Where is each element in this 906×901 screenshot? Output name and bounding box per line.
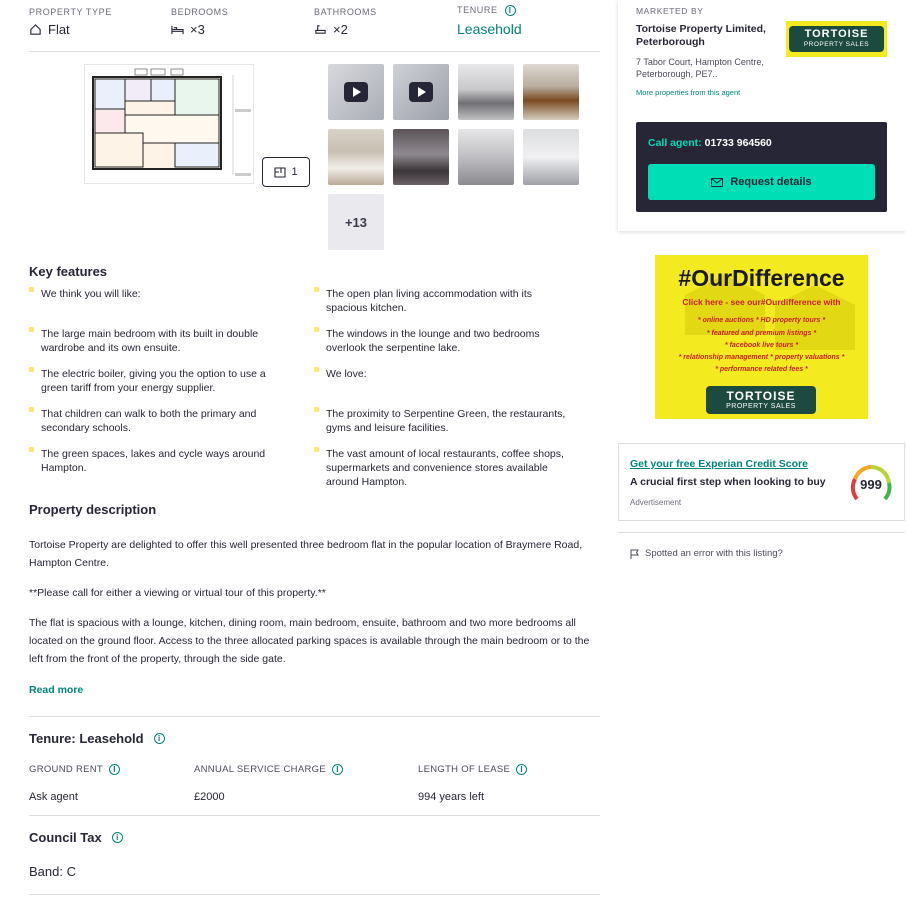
photo-thumbnail-kitchen-2[interactable]	[458, 129, 514, 185]
flag-icon	[630, 549, 639, 559]
report-error-link[interactable]	[630, 548, 783, 559]
floorplan-count: 1	[291, 166, 298, 178]
read-more-link[interactable]: Read more	[29, 684, 84, 696]
ad-line: * relationship management * property valuations *	[678, 354, 845, 361]
call-agent-label: Call agent:	[648, 137, 702, 149]
floorplan-icon	[274, 167, 286, 178]
logo-text: TORTOISE	[804, 28, 869, 40]
mail-icon	[711, 178, 723, 187]
agent-phone[interactable]: 01733 964560	[704, 137, 772, 149]
stat-bedrooms	[171, 7, 228, 37]
play-icon	[409, 82, 433, 102]
tenure-link[interactable]: Leasehold	[457, 21, 522, 38]
agent-logo[interactable]	[786, 21, 887, 57]
ad-headline: #OurDifference	[678, 265, 845, 291]
feature-item: The electric boiler, giving you the option to use a green tariff from your energy supplier.	[29, 367, 284, 395]
more-photos-count: +13	[344, 214, 368, 230]
request-details-label: Request details	[730, 176, 812, 188]
description-paragraph: The flat is spacious with a lounge, kitchen, dining room, main bedroom, ensuite, bathroom and two more bedrooms all located on the ground floor. Access to the three allocated parking spaces is available through the main bedroom or to the left from the front of the property, through the side gate.	[29, 617, 590, 665]
credit-score-ad[interactable]	[618, 443, 905, 521]
video-thumbnail[interactable]	[393, 64, 449, 120]
lease-length-label: LENGTH OF LEASE	[418, 764, 511, 775]
ground-rent-label: GROUND RENT	[29, 764, 104, 775]
stat-bathrooms	[314, 7, 377, 37]
photo-thumbnail-kitchen[interactable]	[458, 64, 514, 120]
ground-rent	[29, 764, 120, 803]
more-properties-link[interactable]: More properties from this agent	[636, 88, 741, 97]
bath-icon	[314, 23, 327, 36]
stat-label: BATHROOMS	[314, 7, 377, 17]
tenure-heading-row	[29, 731, 165, 746]
logo-subtext: PROPERTY SALES	[803, 41, 870, 48]
stat-label: BEDROOMS	[171, 7, 229, 17]
feature-item: We love:	[314, 367, 569, 381]
description-heading: Property description	[29, 502, 157, 517]
feature-item: The open plan living accommodation with its spacious kitchen.	[314, 287, 569, 315]
description-paragraph: **Please call for either a viewing or virtual tour of this property.**	[29, 587, 326, 599]
photo-thumbnail-lounge[interactable]	[393, 129, 449, 185]
logo-text: TORTOISE	[726, 389, 796, 403]
photo-thumbnail-bedroom[interactable]	[328, 129, 384, 185]
description-paragraph: Tortoise Property are delighted to offer this well presented three bedroom flat in the popular location of Braymere Road, Hampton Centre.	[29, 539, 583, 569]
video-thumbnail[interactable]	[328, 64, 384, 120]
service-charge	[194, 764, 343, 803]
info-icon[interactable]: I	[332, 764, 343, 775]
lease-length	[418, 764, 527, 803]
ad-line: * facebook live tours *	[724, 342, 799, 349]
floorplan-image[interactable]	[84, 64, 254, 184]
stat-label: PROPERTY TYPE	[29, 7, 112, 17]
info-icon[interactable]: I	[109, 764, 120, 775]
credit-ad-subtitle: A crucial first step when looking to buy	[630, 476, 826, 488]
divider	[29, 51, 600, 52]
council-tax-heading: Council Tax	[29, 830, 102, 845]
ad-line: * online auctions * HD property tours *	[697, 317, 826, 324]
credit-score-gauge	[847, 461, 895, 509]
ad-logo	[706, 386, 816, 414]
divider	[29, 894, 600, 895]
credit-ad-title[interactable]: Get your free Experian Credit Score	[630, 458, 808, 470]
photo-thumbnail-bathroom[interactable]	[523, 129, 579, 185]
service-charge-value: £2000	[194, 791, 225, 803]
divider	[618, 532, 905, 533]
feature-item: The green spaces, lakes and cycle ways around Hampton.	[29, 447, 284, 475]
agent-ad-banner[interactable]	[655, 255, 868, 419]
stat-value: Flat	[48, 22, 70, 37]
agent-address: 7 Tabor Court, Hampton Centre, Peterborough, PE7..	[636, 57, 764, 79]
bed-icon	[171, 23, 184, 36]
info-icon[interactable]: I	[505, 5, 516, 16]
key-features-heading: Key features	[29, 264, 108, 279]
agent-name[interactable]: Tortoise Property Limited, Peterborough	[636, 23, 766, 48]
tenure-heading: Tenure: Leasehold	[29, 731, 144, 746]
credit-score-value: 999	[860, 477, 882, 492]
logo-subtext: PROPERTY SALES	[726, 403, 796, 410]
feature-item: The large main bedroom with its built in double wardrobe and its own ensuite.	[29, 327, 284, 355]
divider	[29, 716, 600, 717]
info-icon[interactable]: i	[112, 832, 123, 843]
ground-rent-value: Ask agent	[29, 791, 78, 803]
more-photos-button[interactable]	[328, 194, 384, 250]
feature-item: The windows in the lounge and two bedrooms overlook the serpentine lake.	[314, 327, 569, 355]
call-agent-row	[648, 137, 772, 149]
advertisement-tag: Advertisement	[630, 498, 682, 507]
stat-value: ×2	[333, 22, 348, 37]
house-icon	[29, 23, 42, 36]
ad-line: * performance related fees *	[715, 366, 808, 373]
floorplan-drawing	[85, 65, 255, 185]
feature-item: The proximity to Serpentine Green, the restaurants, gyms and leisure facilities.	[314, 407, 569, 435]
ad-line: Click here - see our#Ourdifference with	[682, 297, 841, 307]
service-charge-label: ANNUAL SERVICE CHARGE	[194, 764, 326, 775]
request-details-button[interactable]	[648, 164, 875, 200]
play-icon	[344, 82, 368, 102]
property-description	[29, 536, 600, 668]
ad-line: * featured and premium listings *	[706, 330, 817, 337]
feature-item: That children can walk to both the primary and secondary schools.	[29, 407, 284, 435]
stat-label: TENURE	[457, 5, 498, 15]
lease-length-value: 994 years left	[418, 791, 485, 803]
stat-value: ×3	[190, 22, 205, 37]
council-tax-band: Band: C	[29, 864, 76, 879]
photo-thumbnail-dining[interactable]	[523, 64, 579, 120]
stat-tenure	[457, 5, 522, 37]
report-error-label: Spotted an error with this listing?	[645, 548, 783, 559]
divider	[29, 815, 600, 816]
info-icon[interactable]: i	[154, 733, 165, 744]
feature-item: The vast amount of local restaurants, coffee shops, supermarkets and convenience stores available around Hampton.	[314, 447, 569, 489]
floorplan-button[interactable]	[262, 157, 310, 187]
marketed-by-label: MARKETED BY	[636, 6, 704, 16]
feature-item: We think you will like:	[29, 287, 284, 301]
council-tax-heading-row	[29, 830, 123, 845]
info-icon[interactable]: I	[516, 764, 527, 775]
stat-property-type	[29, 7, 112, 37]
